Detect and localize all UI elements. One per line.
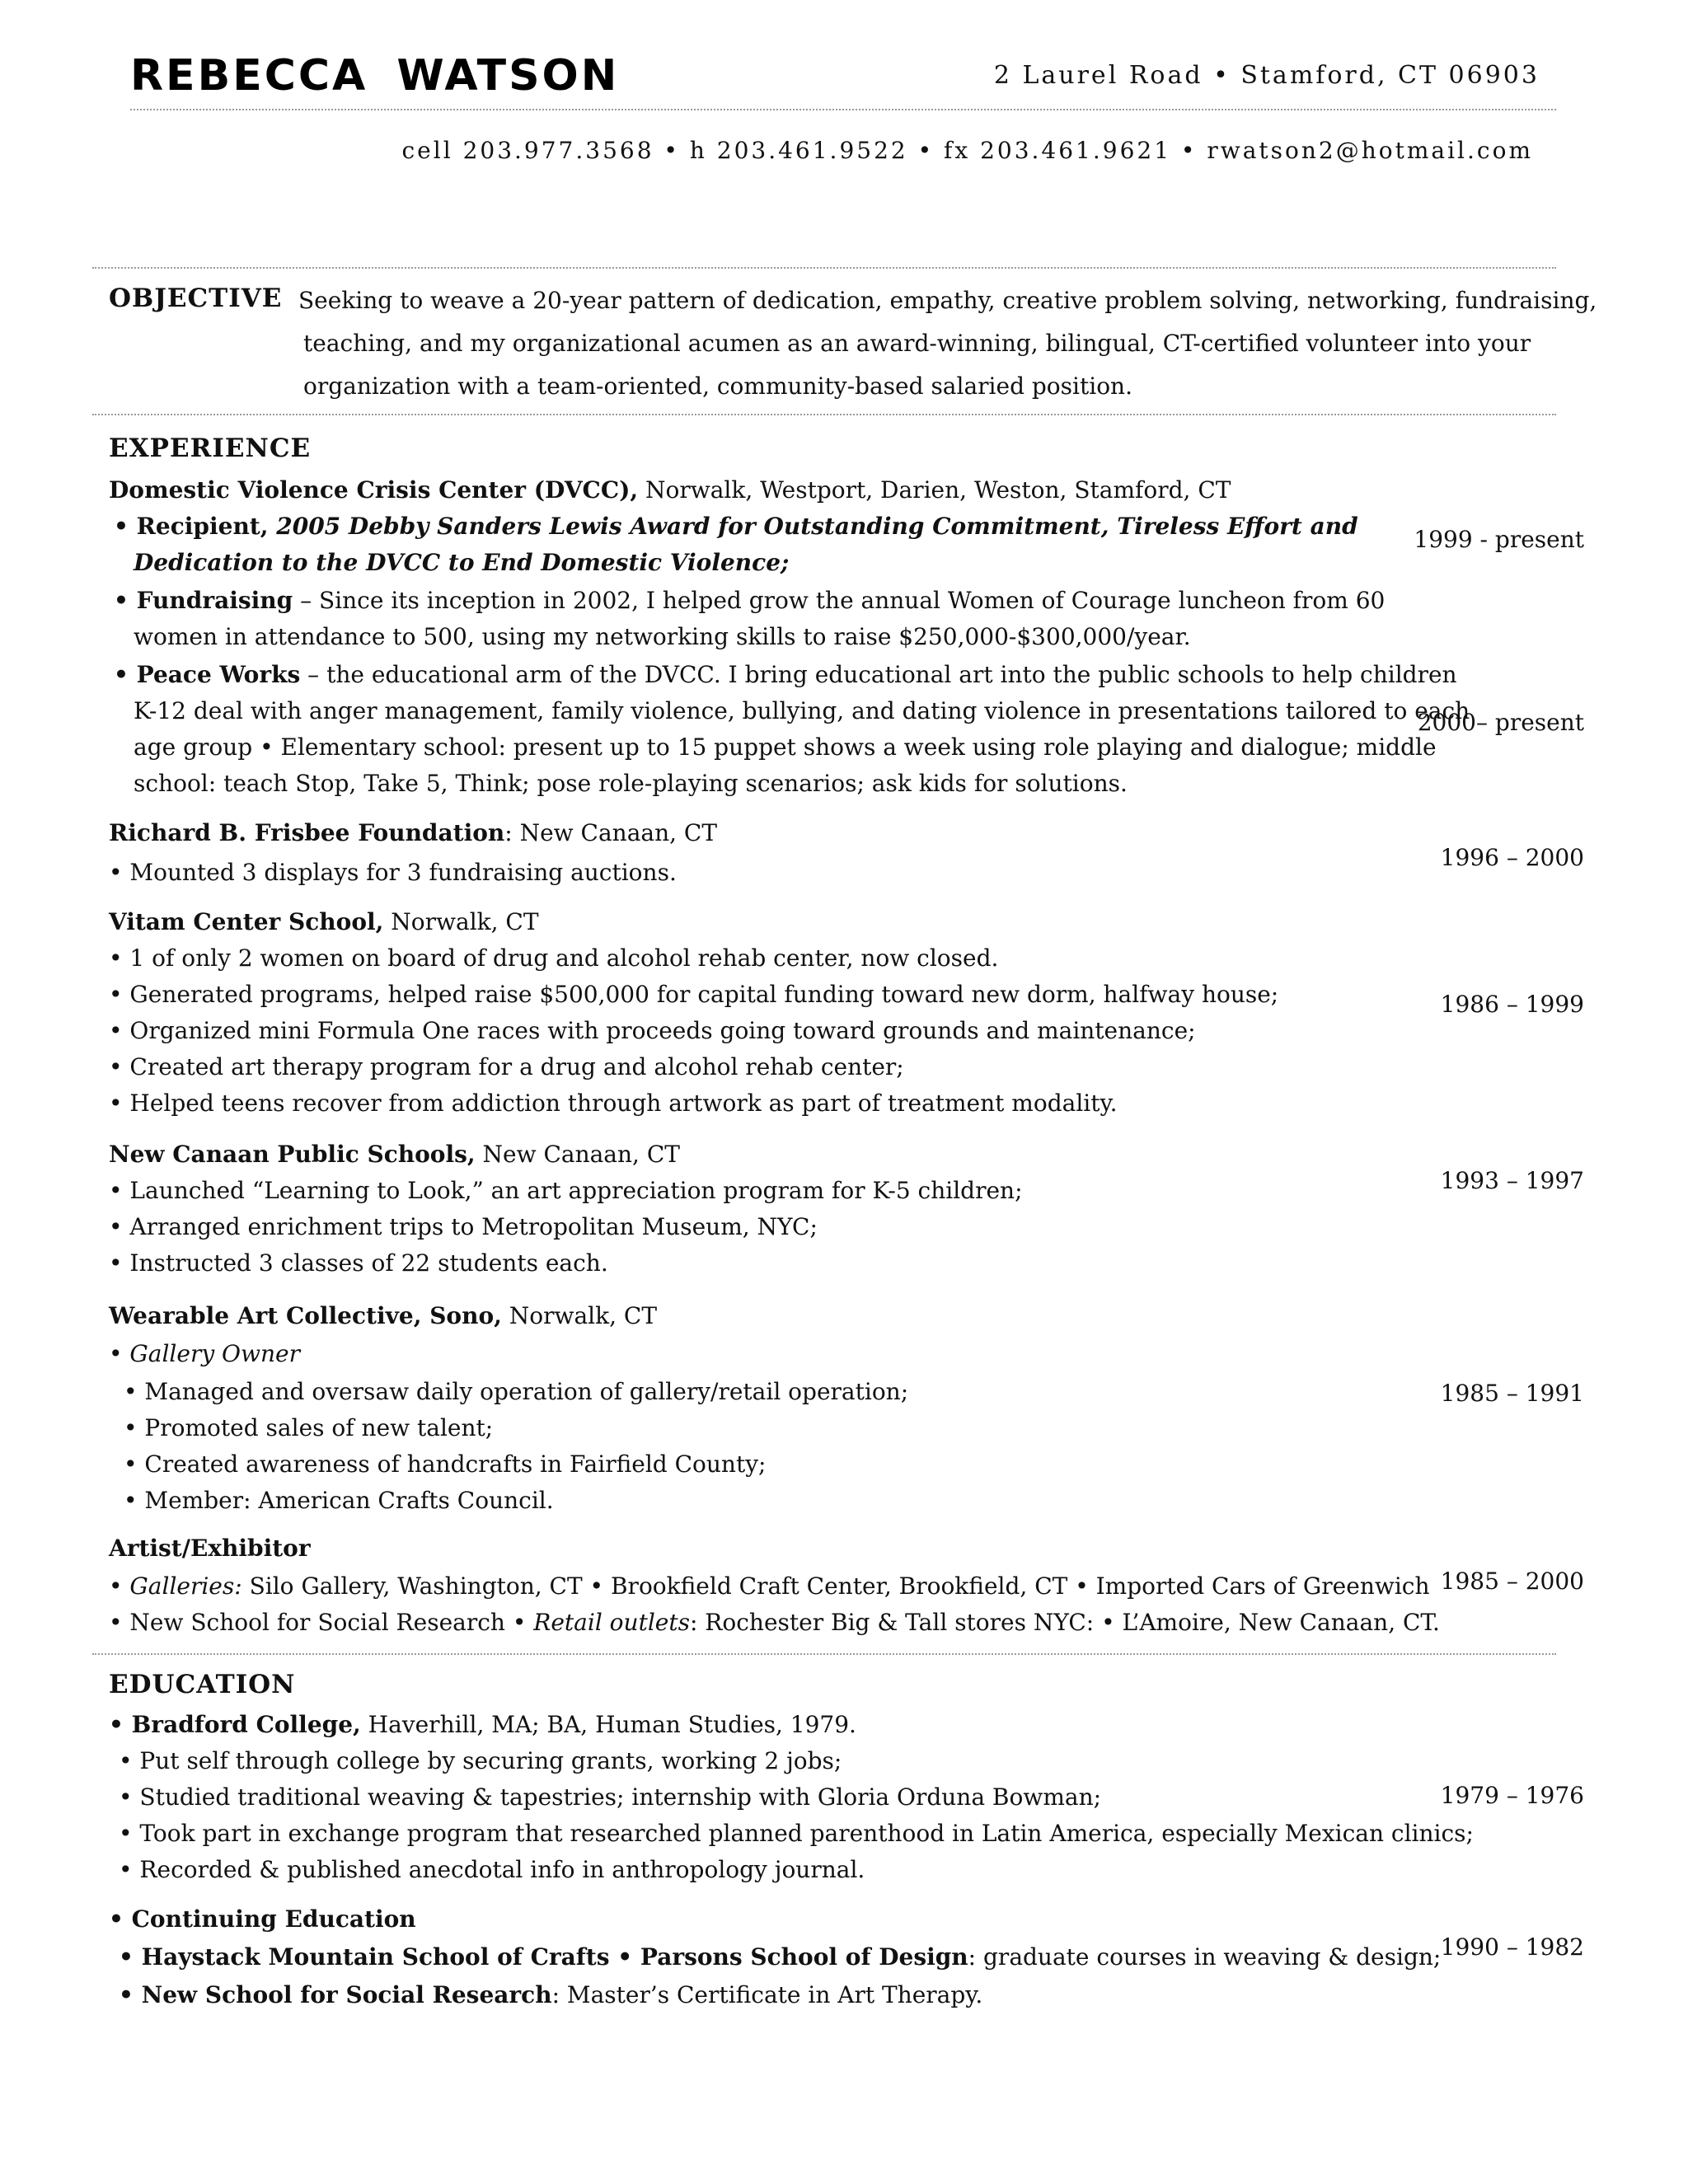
objective-line: organization with a team-oriented, community-based salaried position. (303, 373, 1132, 400)
date-range: 1985 – 1991 (1440, 1380, 1584, 1407)
list-item: • Fundraising – Since its inception in 2002, I helped grow the annual Women of Courage luncheon from 60 (114, 587, 1386, 614)
org-location: Norwalk, Westport, Darien, Weston, Stamford, CT (638, 476, 1231, 504)
address: 2 Laurel Road • Stamford, CT 06903 (993, 61, 1540, 90)
list-item: • Member: American Crafts Council. (124, 1487, 554, 1514)
list-item: • New School for Social Research • Retail outlets: Rochester Big & Tall stores NYC: • L’Amoire, New Canaan, CT. (109, 1609, 1440, 1636)
list-item: • Recorded & published anecdotal info in anthropology journal. (119, 1856, 865, 1883)
list-item: • Created art therapy program for a drug and alcohol rehab center; (109, 1053, 904, 1080)
job-ncps-title: New Canaan Public Schools, New Canaan, CT (109, 1141, 680, 1168)
date-range: 1993 – 1997 (1440, 1167, 1584, 1194)
experience-heading: EXPERIENCE (109, 434, 312, 463)
list-item: • Promoted sales of new talent; (124, 1414, 494, 1441)
date-range: 1979 – 1976 (1440, 1782, 1584, 1809)
section-divider (92, 414, 1556, 415)
job-artist-title: Artist/Exhibitor (109, 1535, 311, 1562)
date-range: 1996 – 2000 (1440, 844, 1584, 871)
list-item-continuation: school: teach Stop, Take 5, Think; pose role-playing scenarios; ask kids for solutions. (134, 770, 1128, 797)
list-item-continuation: K-12 deal with anger management, family violence, bullying, and dating violence in presentations tailored to each (134, 697, 1470, 724)
list-item: • Organized mini Formula One races with proceeds going toward grounds and maintenance; (109, 1017, 1196, 1044)
list-item: • 1 of only 2 women on board of drug and alcohol rehab center, now closed. (109, 944, 999, 972)
school-bradford-title: • Bradford College, Haverhill, MA; BA, Human Studies, 1979. (109, 1711, 856, 1738)
job-dvcc-title (109, 476, 1231, 504)
list-item: • Managed and oversaw daily operation of gallery/retail operation; (124, 1378, 909, 1405)
list-item: • Launched “Learning to Look,” an art appreciation program for K-5 children; (109, 1177, 1023, 1204)
list-item: • Galleries: Silo Gallery, Washington, CT • Brookfield Craft Center, Brookfield, CT • Imported Cars of Greenwich (109, 1572, 1430, 1600)
list-item: • Recipient, 2005 Debby Sanders Lewis Award for Outstanding Commitment, Tireless Effort and (114, 513, 1358, 540)
list-item-continuation: Dedication to the DVCC to End Domestic Violence; (134, 549, 790, 576)
header-divider (130, 109, 1556, 110)
date-range: 1999 - present (1414, 526, 1584, 553)
list-item-continuation: age group • Elementary school: present up to 15 puppet shows a week using role playing and dialogue; middle (134, 733, 1437, 761)
candidate-name: REBECCA WATSON (130, 51, 620, 101)
list-item: • Created awareness of handcrafts in Fairfield County; (124, 1451, 767, 1478)
education-heading: EDUCATION (109, 1670, 296, 1699)
list-item: • Generated programs, helped raise $500,000 for capital funding toward new dorm, halfway house; (109, 981, 1279, 1008)
list-item: • Instructed 3 classes of 22 students each. (109, 1249, 608, 1277)
objective-heading: OBJECTIVE (109, 284, 283, 313)
job-role: • Gallery Owner (109, 1340, 300, 1367)
list-item: • Haystack Mountain School of Crafts • Parsons School of Design: graduate courses in weaving & design; (119, 1943, 1442, 1971)
date-range: 1986 – 1999 (1440, 991, 1584, 1018)
list-item: • Studied traditional weaving & tapestries; internship with Gloria Orduna Bowman; (119, 1783, 1102, 1811)
list-item: • New School for Social Research: Master’s Certificate in Art Therapy. (119, 1981, 983, 2008)
section-divider (92, 1653, 1556, 1655)
org-name: Domestic Violence Crisis Center (DVCC), (109, 476, 639, 504)
job-wearable-title: Wearable Art Collective, Sono, Norwalk, CT (109, 1302, 657, 1329)
list-item: • Mounted 3 displays for 3 fundraising auctions. (109, 859, 677, 886)
list-item: • Arranged enrichment trips to Metropolitan Museum, NYC; (109, 1213, 818, 1240)
continuing-education-title: • Continuing Education (109, 1905, 416, 1933)
list-item: • Peace Works – the educational arm of the DVCC. I bring educational art into the public schools to help children (114, 661, 1457, 688)
date-range: 2000– present (1417, 709, 1584, 736)
job-frisbee-title: Richard B. Frisbee Foundation: New Canaan, CT (109, 819, 718, 846)
date-range: 1985 – 2000 (1440, 1568, 1584, 1595)
job-vitam-title: Vitam Center School, Norwalk, CT (109, 908, 539, 935)
contact-info: cell 203.977.3568 • h 203.461.9522 • fx 203.461.9621 • rwatson2@hotmail.com (401, 137, 1533, 164)
objective-line: teaching, and my organizational acumen as an award-winning, bilingual, CT-certified volunteer into your (303, 330, 1531, 357)
date-range: 1990 – 1982 (1440, 1933, 1584, 1961)
list-item: • Helped teens recover from addiction through artwork as part of treatment modality. (109, 1090, 1118, 1117)
section-divider (92, 267, 1556, 269)
objective-line: Seeking to weave a 20-year pattern of dedication, empathy, creative problem solving, networking, fundraising, (298, 287, 1597, 314)
list-item: • Took part in exchange program that researched planned parenthood in Latin America, especially Mexican clinics; (119, 1820, 1474, 1847)
list-item: • Put self through college by securing grants, working 2 jobs; (119, 1747, 842, 1774)
list-item-continuation: women in attendance to 500, using my networking skills to raise $250,000-$300,000/year. (134, 623, 1191, 650)
